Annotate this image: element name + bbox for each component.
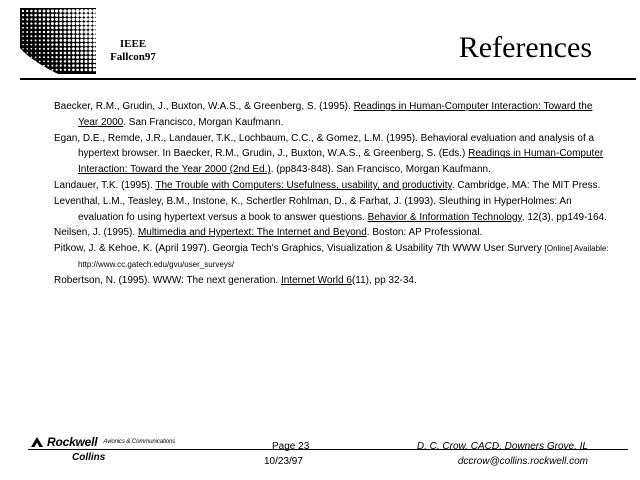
reference-title: The Trouble with Computers: Usefulness, usability, and productivity: [155, 179, 452, 191]
conference-line2: Fallcon97: [110, 51, 156, 63]
header-divider: [20, 78, 636, 80]
reference-text: . (pp843-848). San Francisco, Morgan Kaufmann.: [270, 164, 491, 176]
reference-entry: [54, 241, 614, 273]
conference-logo: [20, 8, 96, 74]
reference-text: . Cambridge, MA: The MIT Press.: [451, 179, 601, 191]
reference-text: [Online] Available: http://www.cc.gatech.edu/gvu/user_surveys/: [78, 244, 609, 269]
reference-text: Neilsen, J. (1995).: [54, 227, 138, 239]
reference-text: . San Francisco, Morgan Kaufmann.: [123, 116, 284, 128]
reference-text: . Boston: AP Professional.: [366, 227, 483, 239]
conference-line1: IEEE: [119, 38, 147, 50]
reference-list: [54, 99, 614, 289]
reference-title: Multimedia and Hypertext: The Internet and Beyond: [137, 227, 367, 239]
reference-text: , 12(3), pp149-164.: [521, 211, 607, 223]
reference-entry: [54, 273, 614, 289]
reference-title: Readings in Human-Computer Interaction: Toward the Year 2000 (2nd Ed.): [78, 148, 604, 176]
brand-name: Rockwell: [47, 435, 98, 449]
reference-text: Baecker, R.M., Grudin, J., Buxton, W.A.S., & Greenberg, S. (1995).: [54, 101, 354, 112]
page-title: References: [458, 31, 592, 64]
reference-entry: [54, 99, 614, 131]
conference-label: [100, 38, 166, 64]
author-email: dccrow@collins.rockwell.com: [457, 456, 588, 467]
reference-text: Leventhal, L.M., Teasley, B.M., Instone, K., Schertler Rohlman, D., & Farhat, J. (1993). Sleuthing in HyperHolmes: An evaluation fo using hypertext versus a book to answer questions.: [54, 195, 572, 223]
reference-entry: [54, 178, 614, 194]
slide-date: 10/23/97: [264, 456, 303, 467]
company-logo: [30, 436, 175, 448]
reference-title: Readings in Human-Computer Interaction: Toward the Year 2000: [78, 101, 593, 128]
reference-title: Behavior & Information Technology: [367, 211, 522, 223]
reference-entry: [54, 131, 614, 178]
reference-text: Robertson, N. (1995). WWW: The next generation.: [54, 274, 281, 286]
reference-text: Landauer, T.K. (1995).: [54, 179, 156, 191]
reference-text: Pitkow, J. & Kehoe, K. (April 1997). Georgia Tech's Graphics, Visualization & Usability 7th WWW User Survery: [54, 243, 545, 255]
reference-entry: [54, 194, 614, 226]
author-credit: D. C. Crow, CACD, Downers Grove, IL: [416, 441, 588, 452]
reference-text: Egan, D.E., Remde, J.R., Landauer, T.K., Lochbaum, C.C., & Gomez, L.M. (1995). Behavioral evaluation and analysis of a hypertext browser. In Baecker, R.M., Grudin, J., Buxton, W.A.S., & Greenberg, S. (Eds.): [54, 132, 595, 160]
dot-pattern-logo-icon: [20, 8, 96, 74]
rockwell-emblem-icon: [30, 436, 44, 448]
reference-entry: [54, 225, 614, 241]
reference-text: (11), pp 32-34.: [351, 274, 417, 286]
brand-subname: Collins: [72, 452, 106, 463]
reference-title: Internet World 6: [280, 274, 352, 286]
page-number: Page 23: [272, 441, 310, 452]
brand-tagline: Avionics & Communications: [103, 439, 176, 445]
